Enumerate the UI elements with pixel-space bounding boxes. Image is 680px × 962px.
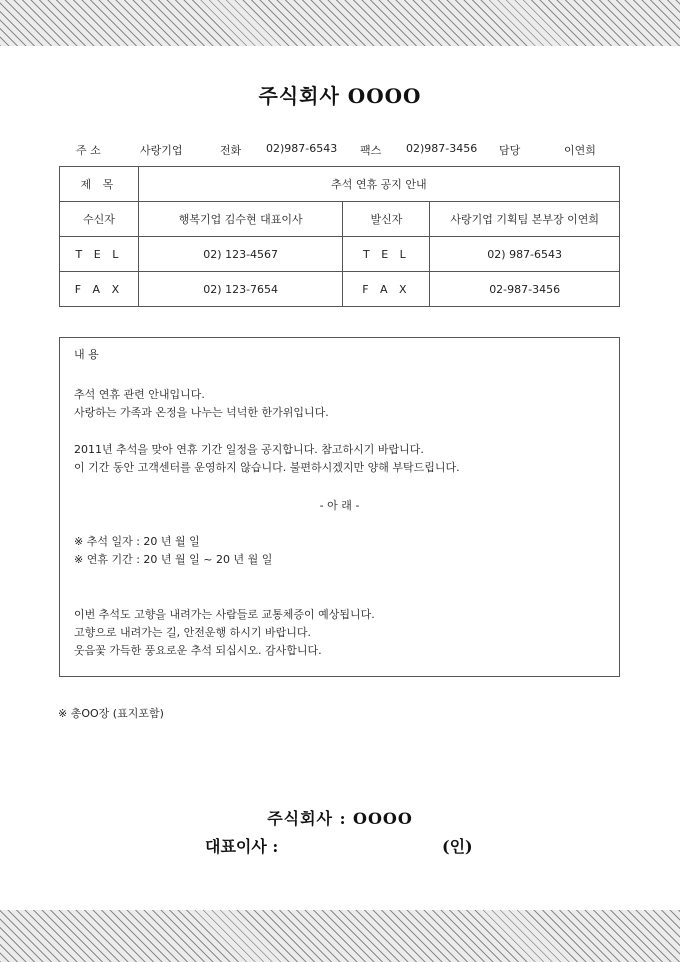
closing-line: 고향으로 내려가는 길, 안전운행 하시기 바랍니다. — [74, 626, 311, 639]
holiday-date-note: ※ 추석 일자 : 20 년 월 일 — [74, 535, 200, 548]
content-line: 추석 연휴 관련 안내입니다. — [74, 388, 205, 401]
tel-label-2: T E L — [343, 237, 430, 272]
closing-line: 이번 추석도 고향을 내려가는 사람들로 교통체증이 예상됩니다. — [74, 608, 375, 621]
table-row-fax — [60, 272, 620, 307]
content-line: 이 기간 동안 고객센터를 운영하지 않습니다. 불편하시겠지만 양해 부탁드립니다. — [74, 461, 460, 474]
fax-label: F A X — [60, 272, 139, 307]
recipient-tel: 02) 123-4567 — [138, 237, 343, 272]
document-title: 주식회사 OOOO — [258, 84, 422, 108]
tel-label: T E L — [60, 237, 139, 272]
fax-label-2: F A X — [343, 272, 430, 307]
signature-company: 주식회사 : OOOO — [267, 809, 413, 828]
holiday-period-note: ※ 연휴 기간 : 20 년 월 일 ~ 20 년 월 일 — [74, 553, 273, 566]
signature-ceo: 대표이사 : — [205, 837, 279, 856]
fax-value: 02)987-3456 — [406, 142, 478, 155]
manager-label: 담당 — [499, 144, 521, 157]
address-value: 사랑기업 — [140, 144, 183, 157]
sender-label: 발신자 — [343, 202, 430, 237]
content-box — [59, 337, 620, 677]
sender-fax: 02-987-3456 — [430, 272, 620, 307]
info-table — [59, 166, 620, 307]
table-row-parties — [60, 202, 620, 237]
table-row-subject — [60, 167, 620, 202]
phone-label: 전화 — [220, 144, 242, 157]
top-decorative-band — [0, 0, 680, 46]
page-count-note: ※ 총OO장 (표지포함) — [58, 707, 164, 720]
below-heading: - 아 래 - — [319, 499, 360, 512]
phone-value: 02)987-6543 — [266, 142, 338, 155]
recipient-fax: 02) 123-7654 — [138, 272, 343, 307]
fax-label: 팩스 — [360, 144, 382, 157]
contact-line — [60, 142, 620, 158]
recipient-label: 수신자 — [60, 202, 139, 237]
closing-line: 웃음꽃 가득한 풍요로운 추석 되십시오. 감사합니다. — [74, 644, 322, 657]
subject-label: 제 목 — [60, 167, 139, 202]
sender-value: 사랑기업 기획팀 본부장 이연희 — [430, 202, 620, 237]
recipient-value: 행복기업 김수현 대표이사 — [138, 202, 343, 237]
manager-value: 이연희 — [564, 144, 596, 157]
sender-tel: 02) 987-6543 — [430, 237, 620, 272]
subject-value: 추석 연휴 공지 안내 — [138, 167, 619, 202]
address-label: 주 소 — [76, 144, 101, 157]
bottom-decorative-band — [0, 910, 680, 962]
content-line: 2011년 추석을 맞아 연휴 기간 일정을 공지합니다. 참고하시기 바랍니다. — [74, 443, 424, 456]
seal-mark: (인) — [442, 837, 473, 856]
table-row-tel — [60, 237, 620, 272]
content-heading: 내 용 — [74, 348, 99, 361]
content-line: 사랑하는 가족과 온정을 나누는 넉넉한 한가위입니다. — [74, 406, 329, 419]
